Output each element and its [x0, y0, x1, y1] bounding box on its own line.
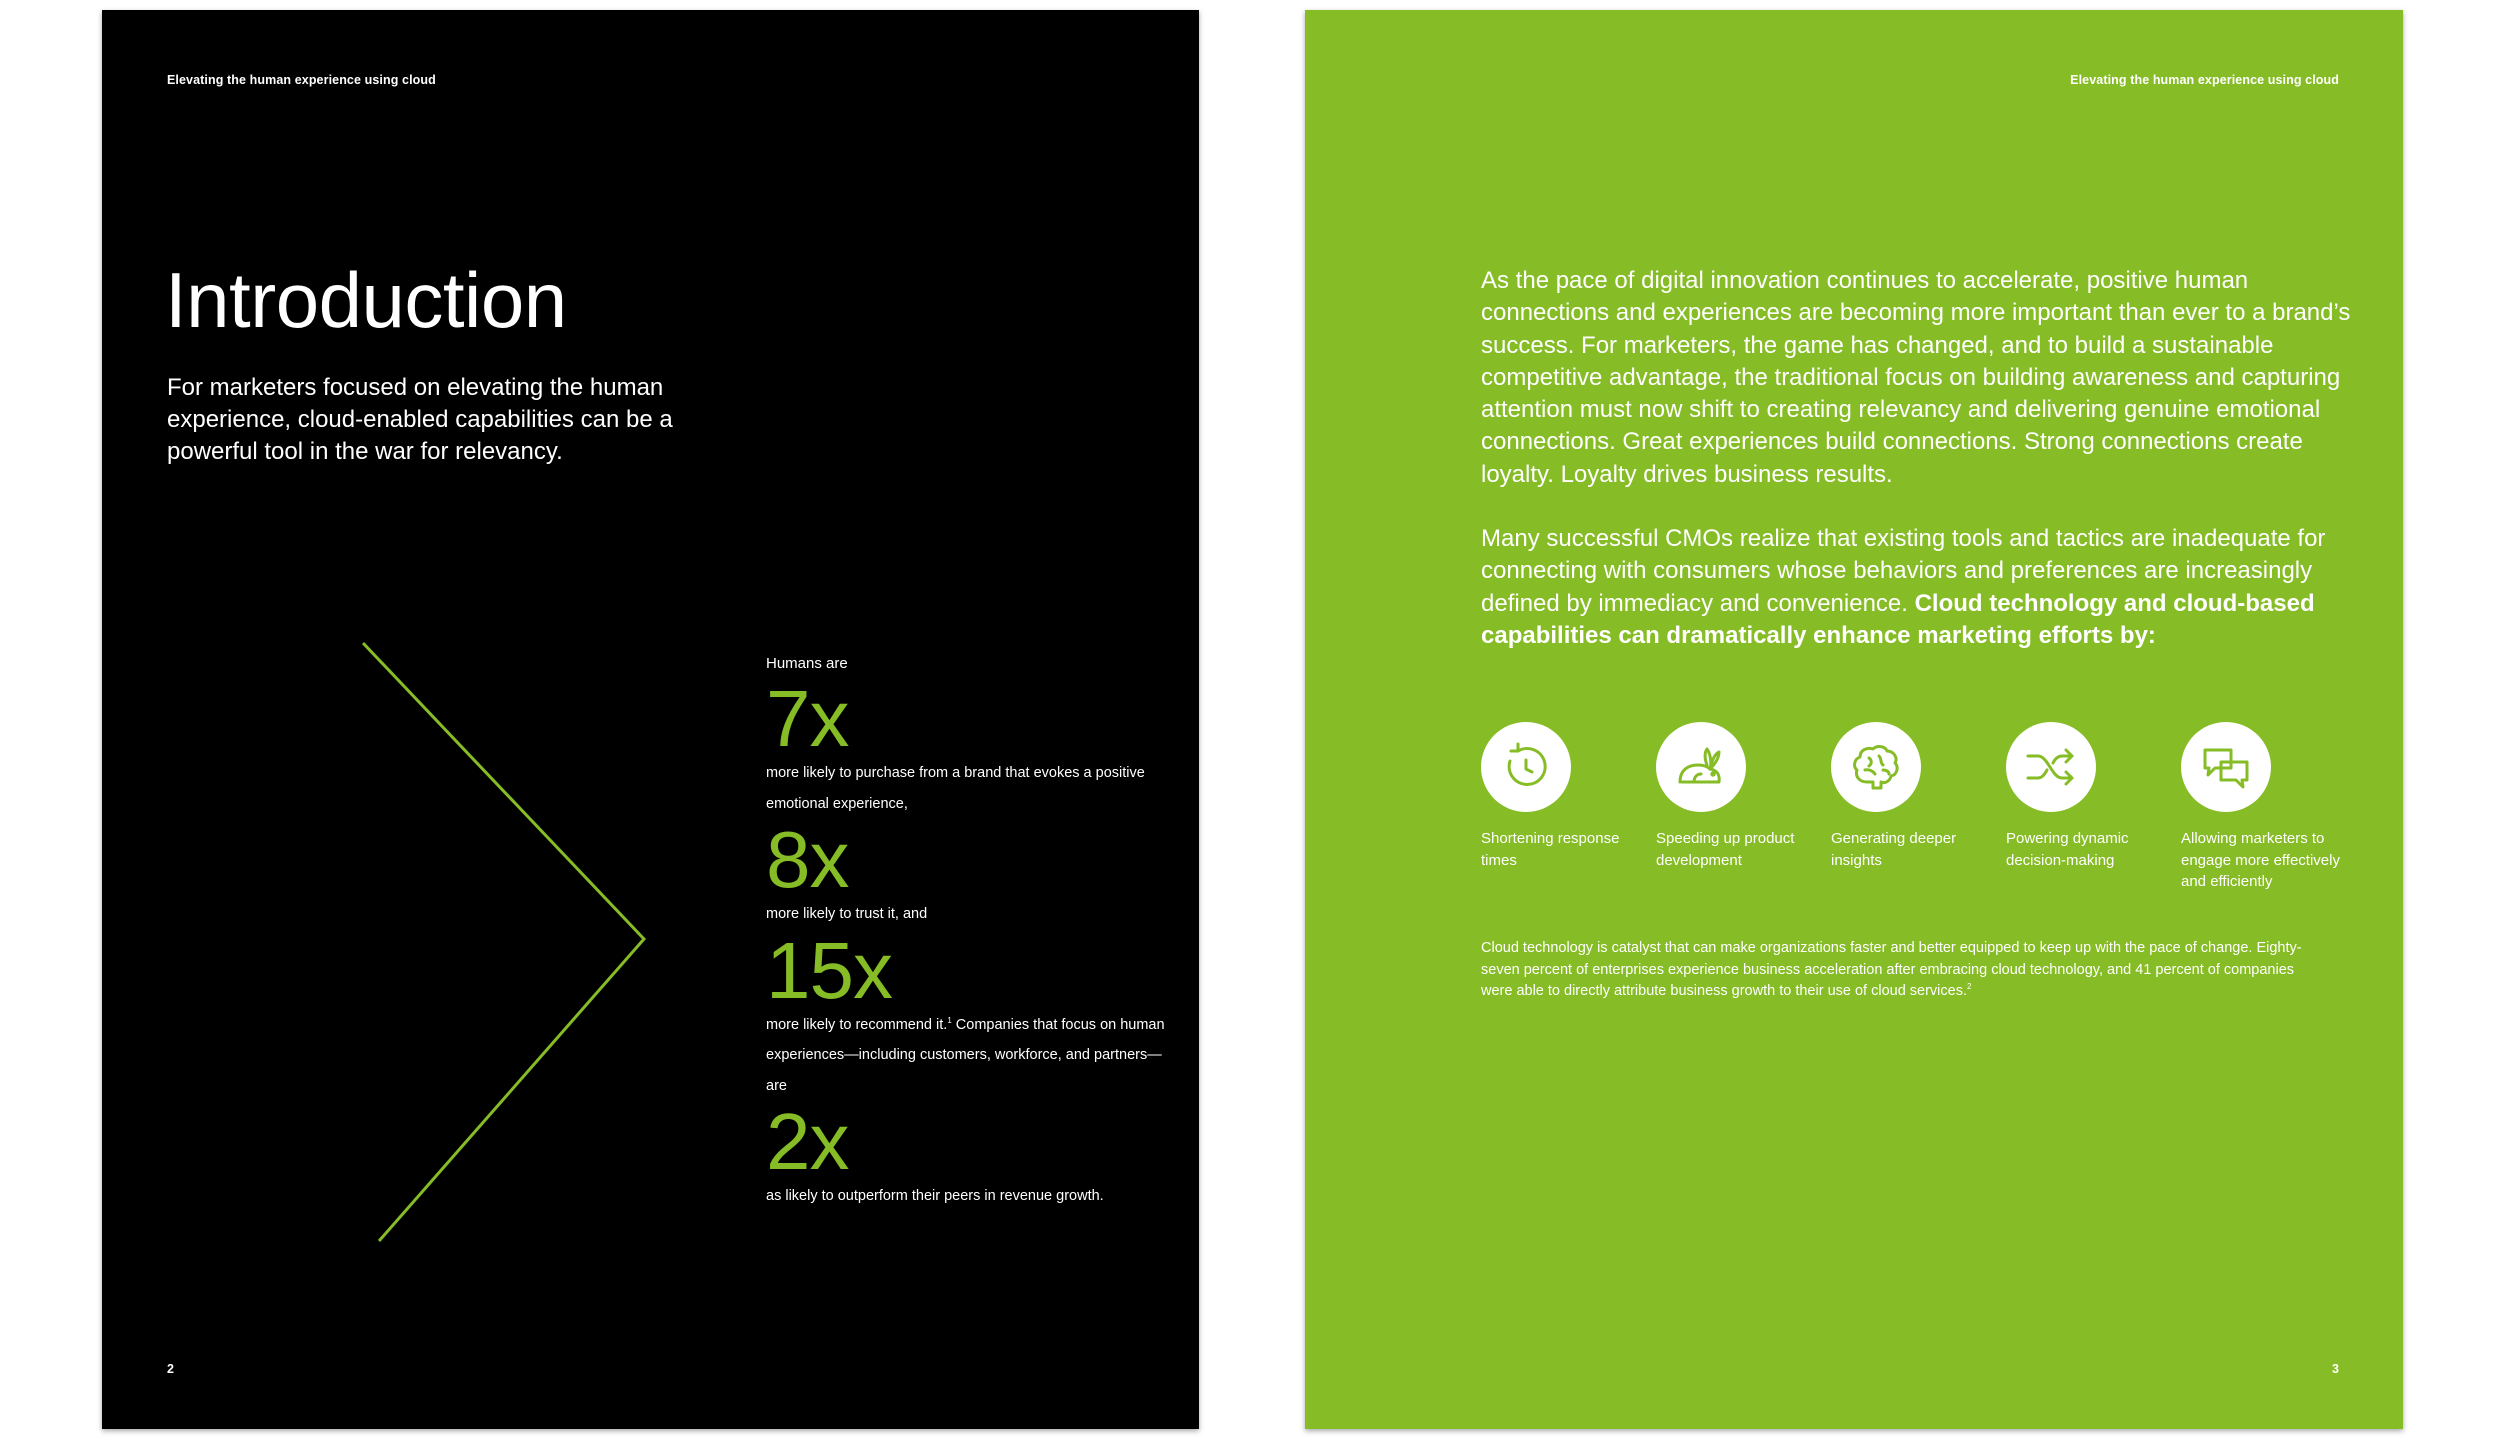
body-copy — [1481, 265, 2361, 684]
rabbit-icon — [1656, 722, 1746, 812]
capabilities-row — [1481, 722, 2381, 922]
page-number: 2 — [167, 1362, 174, 1376]
stat-value: 15x — [766, 925, 892, 1015]
stat-value: 7x — [766, 674, 849, 763]
capability-item — [2181, 722, 2341, 893]
intro-lede: For marketers focused on elevating the human experience, cloud-enabled capabilities can be a powerful tool in the war for relevancy. — [167, 374, 673, 465]
capability-label: Powering dynamic decision-making — [2006, 830, 2129, 869]
stat-text: more likely to purchase from a brand that evokes a positive emotional experience, — [766, 765, 1145, 812]
stat-value: 8x — [766, 815, 849, 904]
paragraph-emphasis: Cloud technology and cloud-based capabilities can dramatically enhance marketing efforts by: — [1481, 589, 2315, 649]
stat-text: more likely to trust it, and — [766, 906, 928, 922]
stat-text-lead: more likely to recommend it. — [766, 1016, 948, 1033]
chat-bubbles-icon — [2181, 722, 2271, 812]
running-head: Elevating the human experience using cloud — [167, 73, 436, 87]
stat-text: as likely to outperform their peers in revenue growth. — [766, 1188, 1104, 1204]
stat-text — [766, 1010, 1166, 1102]
capability-label: Allowing marketers to engage more effectively and efficiently — [2181, 830, 2340, 890]
stat-text-tail: Companies that focus on human experiences—including customers, workforce, and partners—are — [766, 1016, 1165, 1094]
shuffle-icon — [2006, 722, 2096, 812]
footnote-paragraph — [1481, 938, 2321, 1003]
footnote-marker: 1 — [947, 1015, 952, 1025]
capability-item — [1656, 722, 1816, 871]
right-page — [1305, 10, 2403, 1429]
page-title: Introduction — [165, 256, 567, 344]
brain-icon — [1831, 722, 1921, 812]
paragraph: As the pace of digital innovation continues to accelerate, positive human connections and experiences are becoming more important than ever to a brand’s success. For marketers, the game has changed, and to build a sustainable competitive advantage, the traditional focus on building awareness and capturing attention must now shift to creating relevancy and delivering genuine emotional connections. Great experiences build connections. Strong connections create loyalty. Loyalty drives business results. — [1481, 267, 2351, 488]
capability-label: Speeding up product development — [1656, 830, 1795, 869]
stats-lead: Humans are — [766, 655, 848, 672]
stat-value: 2x — [766, 1097, 849, 1186]
footnote-marker: 2 — [1967, 982, 1972, 992]
capability-label: Shortening response times — [1481, 830, 1620, 869]
stopwatch-icon — [1481, 722, 1571, 812]
footnote-text: Cloud technology is catalyst that can make organizations faster and better equipped to keep up with the pace of change. Eighty-seven percent of enterprises experience business acceleration after embracing cloud technology, and 41 percent of companies were able to directly attribute business growth to their use of cloud services. — [1481, 940, 2302, 999]
left-page — [102, 10, 1199, 1429]
capability-item — [2006, 722, 2166, 871]
capability-item — [1481, 722, 1641, 871]
paragraph-text: Many successful CMOs realize that existing tools and tactics are inadequate for connecting with consumers whose behaviors and preferences are increasingly defined by immediacy and convenience. — [1481, 525, 2326, 617]
capability-label: Generating deeper insights — [1831, 830, 1957, 869]
capability-item — [1831, 722, 1991, 871]
paragraph — [1481, 523, 2361, 652]
chevron-graphic — [362, 642, 682, 1242]
page-number: 3 — [2332, 1362, 2339, 1376]
stats-block — [766, 652, 1166, 1214]
running-head: Elevating the human experience using cloud — [2070, 73, 2339, 87]
